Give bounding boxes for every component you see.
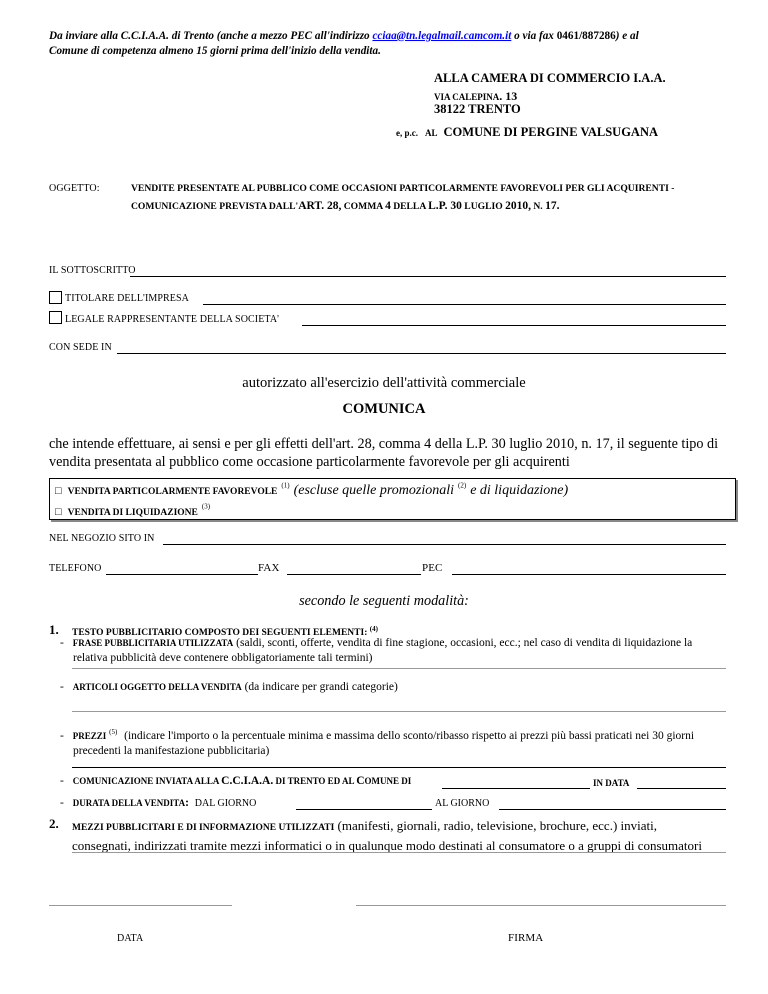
titolare-input[interactable] <box>203 304 726 305</box>
mezzi-input[interactable] <box>72 852 726 853</box>
recipient-line3: 38122 TRENTO <box>434 102 521 116</box>
frase-input[interactable] <box>72 668 726 669</box>
comunicazione-block: - COMUNICAZIONE INVIATA ALLA C.C.I.A.A. DI TRENTO ED AL COMUNE DI <box>60 775 412 787</box>
pec-input[interactable] <box>452 574 726 575</box>
legale-label: LEGALE RAPPRESENTANTE DELLA SOCIETA' <box>65 314 280 325</box>
recipient-line2: VIA CALEPINA. 13 <box>434 89 518 103</box>
oggetto-line2: COMUNICAZIONE PREVISTA DALL'ART. 28, COMMA 4 DELLA L.P. 30 LUGLIO 2010, N. 17. <box>131 200 560 212</box>
item1-number: 1. <box>49 622 59 637</box>
telefono-input[interactable] <box>106 574 258 575</box>
articoli-block: - ARTICOLI OGGETTO DELLA VENDITA (da indicare per grandi categorie) <box>60 681 398 693</box>
pec-email-link[interactable]: cciaa@tn.legalmail.camcom.it <box>372 30 512 42</box>
sede-input[interactable] <box>117 353 726 354</box>
header-note-line2: Comune di competenza almeno 15 giorni prima dell'inizio della vendita. <box>49 45 381 57</box>
frase-block: - FRASE PUBBLICITARIA UTILIZZATA (saldi, sconti, offerte, vendita di fine stagione, occasioni, ecc.; nel caso di vendita di liquidazione la relativa pubblicità deve contenere obbligatoriamente tali termini) <box>60 637 693 664</box>
autorizzato-text: autorizzato all'esercizio dell'attività commerciale <box>242 375 526 391</box>
item2-text: MEZZI PUBBLICITARI E DI INFORMAZIONE UTILIZZATI (manifesti, giornali, radio, televisione, brochure, ecc.) inviati, consegnati, indirizzati tramite mezzi informatici o in qualunque modo destinati al consumatore o a gruppi di consumatori <box>72 818 702 853</box>
item1-title: TESTO PUBBLICITARIO COMPOSTO DEI SEGUENTI ELEMENTI: $^{(4)}$ <box>72 625 378 639</box>
oggetto-label: OGGETTO: <box>49 183 100 194</box>
titolare-label: TITOLARE DELL'IMPRESA <box>65 293 189 304</box>
intro-paragraph: che intende effettuare, ai sensi e per gli effetti dell'art. 28, comma 4 della L.P. 30 luglio 2010, n. 17, il seguente tipo di vendita presentata al pubblico come occasione particolarmente favorevole per gli acquirenti <box>49 436 719 470</box>
oggetto-line1: VENDITE PRESENTATE AL PUBBLICO COME OCCASIONI PARTICOLARMENTE FAVOREVOLI PER GLI ACQUIRENTI - <box>131 183 675 194</box>
fax-label: FAX <box>258 562 280 574</box>
comune-input[interactable] <box>442 788 590 789</box>
sottoscritto-label: IL SOTTOSCRITTO <box>49 265 136 276</box>
favorevole-checkbox[interactable]: □ <box>55 485 62 497</box>
al-giorno-label: AL GIORNO <box>435 798 490 809</box>
legale-checkbox[interactable] <box>49 311 62 324</box>
pec-label: PEC <box>422 562 443 574</box>
negozio-label: NEL NEGOZIO SITO IN <box>49 533 155 544</box>
al-giorno-input[interactable] <box>499 809 726 810</box>
firma-signature-line[interactable] <box>356 905 726 906</box>
recipient-line1: ALLA CAMERA DI COMMERCIO I.A.A. <box>434 71 666 85</box>
sede-label: CON SEDE IN <box>49 342 112 353</box>
cc-line: e, p.c. AL COMUNE DI PERGINE VALSUGANA <box>396 125 659 139</box>
in-data-input[interactable] <box>637 788 726 789</box>
prezzi-input[interactable] <box>72 767 726 768</box>
durata-block: - DURATA DELLA VENDITA: DAL GIORNO <box>60 797 257 809</box>
articoli-input[interactable] <box>72 711 726 712</box>
negozio-input[interactable] <box>163 544 726 545</box>
sottoscritto-input[interactable] <box>130 276 726 277</box>
firma-label: FIRMA <box>508 932 544 944</box>
prezzi-block: - PREZZI $^{(5)}$ (indicare l'importo o la percentuale minima e massima dello sconto/ribasso rispetto ai prezzi più bassi praticati nei 30 giorni precedenti la manifestazione pubblicitaria) <box>60 728 695 757</box>
in-data-label: IN DATA <box>593 778 630 788</box>
item2-number: 2. <box>49 816 59 831</box>
data-signature-line[interactable] <box>49 905 232 906</box>
data-label: DATA <box>117 933 144 944</box>
fax-input[interactable] <box>287 574 421 575</box>
telefono-label: TELEFONO <box>49 563 102 574</box>
option-liquidazione[interactable]: □ VENDITA DI LIQUIDAZIONE $^{(3)}$ <box>55 502 211 518</box>
option-favorevole[interactable]: □ VENDITA PARTICOLARMENTE FAVOREVOLE $^{(1)}$ (escluse quelle promozionali $^{(2)}$ e di liquidazione) <box>55 481 569 498</box>
modalita-text: secondo le seguenti modalità: <box>299 593 469 609</box>
titolare-checkbox[interactable] <box>49 291 62 304</box>
comunica-heading: COMUNICA <box>342 401 426 417</box>
header-note: Da inviare alla C.C.I.A.A. di Trento (anche a mezzo PEC all'indirizzo cciaa@tn.legalmail.camcom.it o via fax 0461/887286) e al Comune di competenza almeno 15 giorni prima dell'inizio della vendita. <box>49 30 639 57</box>
liquidazione-checkbox[interactable]: □ <box>55 506 62 518</box>
legale-input[interactable] <box>302 325 726 326</box>
dal-giorno-input[interactable] <box>296 809 432 810</box>
